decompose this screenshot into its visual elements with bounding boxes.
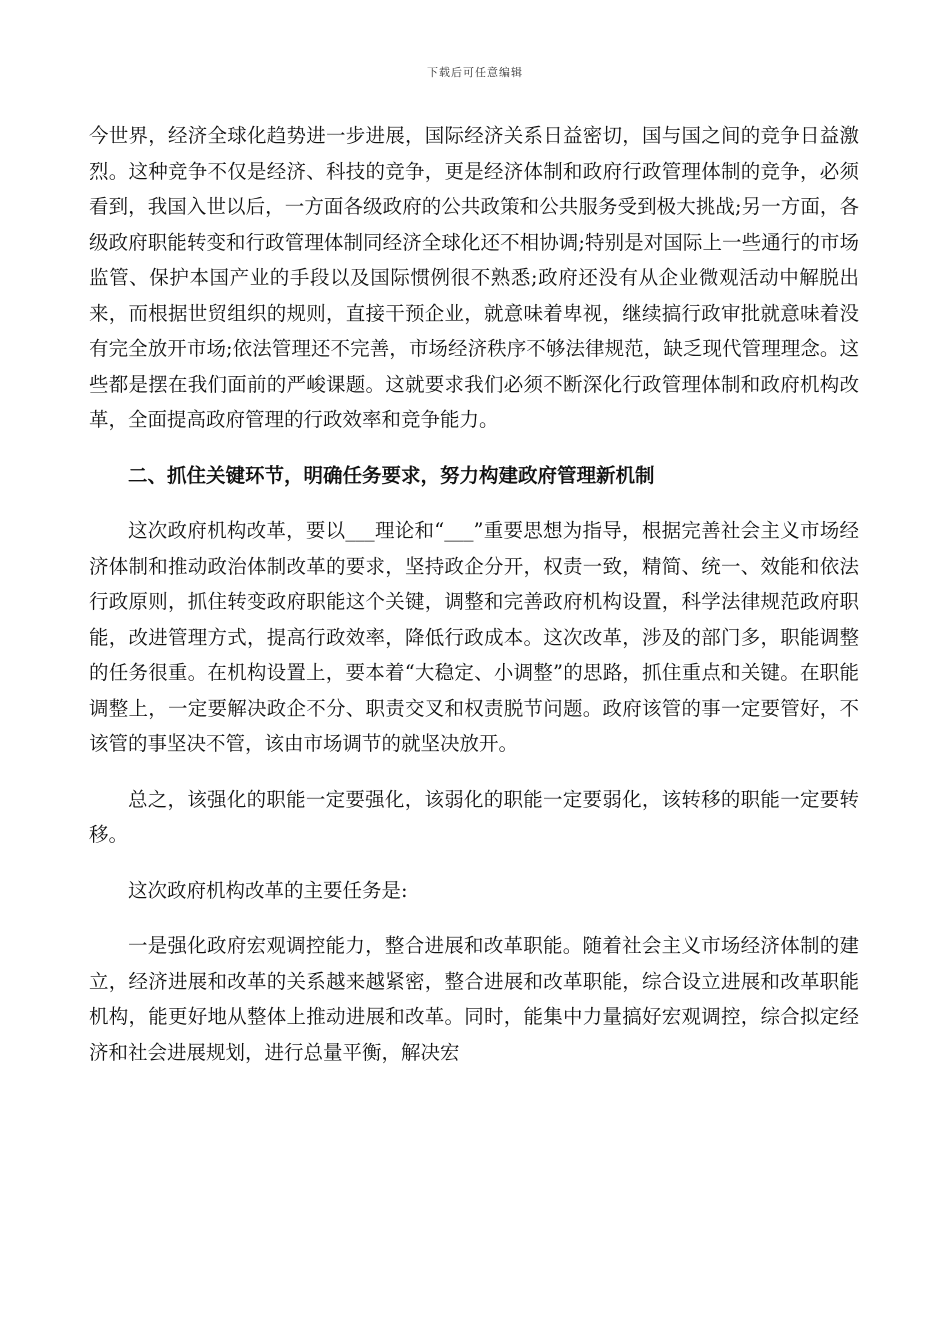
body-paragraph: 总之，该强化的职能一定要强化，该弱化的职能一定要弱化，该转移的职能一定要转移。 bbox=[89, 787, 859, 846]
section-heading: 二、抓住关键环节，明确任务要求，努力构建政府管理新机制 bbox=[128, 463, 655, 487]
header-note: 下载后可任意编辑 bbox=[427, 66, 523, 79]
body-paragraph: 今世界，经济全球化趋势进一步进展，国际经济关系日益密切，国与国之间的竞争日益激烈。这种竞争不仅是经济、科技的竞争，更是经济体制和政府行政管理体制的竞争，必须看到，我国入世以后，一方面各级政府的公共政策和公共服务受到极大挑战;另一方面，各级政府职能转变和行政管理体制同经济全球化还不相协调;特别是对国际上一些通行的市场监管、保护本国产业的手段以及国际惯例很不熟悉;政府还没有从企业微观活动中解脱出来，而根据世贸组织的规则，直接干预企业，就意味着卑视，继续搞行政审批就意味着没有完全放开市场;依法管理还不完善，市场经济秩序不够法律规范，缺乏现代管理理念。这些都是摆在我们面前的严峻课题。这就要求我们必须不断深化行政管理体制和政府机构改革，全面提高政府管理的行政效率和竞争能力。 bbox=[89, 124, 859, 431]
body-paragraph: 一是强化政府宏观调控能力，整合进展和改革职能。随着社会主义市场经济体制的建立，经济进展和改革的关系越来越紧密，整合进展和改革职能，综合设立进展和改革职能机构，能更好地从整体上推动进展和改革。同时，能集中力量搞好宏观调控，综合拟定经济和社会进展规划，进行总量平衡，解决宏 bbox=[89, 934, 859, 1064]
body-paragraph: 这次政府机构改革，要以___理论和“___”重要思想为指导，根据完善社会主义市场经济体制和推动政治体制改革的要求，坚持政企分开，权责一致，精简、统一、效能和依法行政原则，抓住转变政府职能这个关键，调整和完善政府机构设置，科学法律规范政府职能，改进管理方式，提高行政效率，降低行政成本。这次改革，涉及的部门多，职能调整的任务很重。在机构设置上，要本着“大稳定、小调整”的思路，抓住重点和关键。在职能调整上，一定要解决政企不分、职责交叉和权责脱节问题。政府该管的事一定要管好，不该管的事坚决不管，该由市场调节的就坚决放开。 bbox=[89, 519, 859, 755]
body-paragraph: 这次政府机构改革的主要任务是: bbox=[128, 878, 408, 902]
document-body bbox=[89, 118, 859, 1070]
